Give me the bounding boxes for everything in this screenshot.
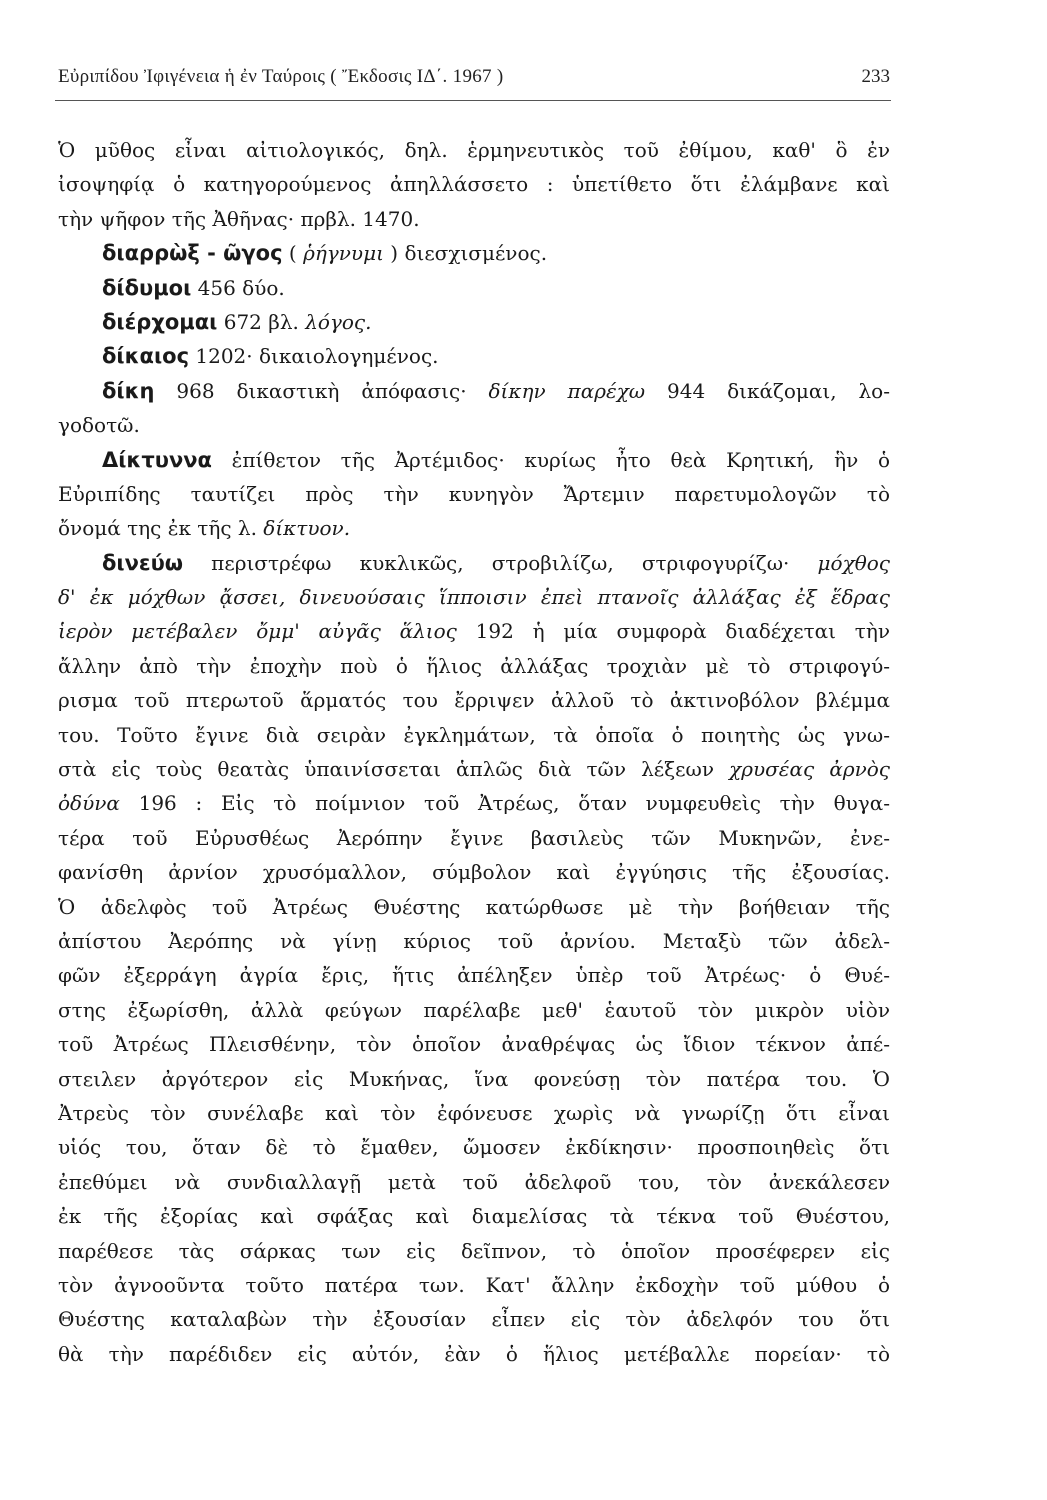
text-line: στης ἐξωρίσθη, ἀλλὰ φεύγων παρέλαβε μεθ' ἑαυτοῦ τὸν μικρὸν υἱὸν [58,997,890,1022]
headword: δινεύω [102,550,184,575]
text-line: τὴν ψῆφον τῆς Ἀθῆνας· πρβλ. 1470. [58,206,420,231]
entry-dineuo: δινεύω περιστρέφω κυκλικῶς, στροβιλίζω, στριφογυρίζω· μόχθος [102,550,890,575]
text-line: ὀδύνα 196 : Εἰς τὸ ποίμνιον τοῦ Ἀτρέως, ὅταν νυμφευθεὶς τὴν θυγα- [58,791,890,816]
entry-dike: δίκη 968 δικαστικὴ ἀπόφασις· δίκην παρέχω 944 δικάζομαι, λο- [102,378,890,403]
header-rule [55,100,891,101]
entry-didymoi: δίδυμοι 456 δύο. [102,275,285,300]
text-line: Εὐριπίδης ταυτίζει πρὸς τὴν κυνηγὸν Ἄρτεμιν παρετυμολογῶν τὸ [58,481,890,506]
entry-dierchomai: διέρχομαι 672 βλ. λόγος. [102,309,372,334]
text-line: του. Τοῦτο ἔγινε διὰ σειρὰν ἐγκλημάτων, τὰ ὁποῖα ὁ ποιητὴς ὡς γνω- [58,722,890,747]
text-line: τὸν ἀγνοοῦντα τοῦτο πατέρα των. Κατ' ἄλλην ἐκδοχὴν τοῦ μύθου ὁ [58,1272,890,1297]
text-line: Ἀτρεὺς τὸν συνέλαβε καὶ τὸν ἐφόνευσε χωρὶς νὰ γνωρίζῃ ὅτι εἶναι [58,1100,890,1125]
text-line: τοῦ Ἀτρέως Πλεισθένην, τὸν ὁποῖον ἀναθρέψας ὡς ἴδιον τέκνον ἀπέ- [58,1032,890,1057]
text-line: παρέθεσε τὰς σάρκας των εἰς δεῖπνον, τὸ ὁποῖον προσέφερεν εἰς [58,1238,890,1263]
quote-line: δ' ἐκ μόχθων ᾄσσει, δινευούσαις ἵπποισιν ἐπεὶ πτανοῖς ἀλλάξας ἐξ ἕδρας [58,585,890,610]
text-line: ρισμα τοῦ πτερωτοῦ ἅρματός του ἔρριψεν ἀλλοῦ τὸ ἀκτινοβόλον βλέμμα [58,688,890,713]
text-line: στειλεν ἀργότερον εἰς Μυκήνας, ἵνα φονεύσῃ τὸν πατέρα του. Ὁ [58,1066,890,1091]
running-title: Εὐριπίδου Ἰφιγένεια ἡ ἐν Ταύροις ( Ἔκδοσις ΙΔ΄. 1967 ) [58,66,504,87]
headword: Δίκτυννα [102,447,212,472]
text-line: φῶν ἐξερράγη ἀγρία ἔρις, ἥτις ἀπέληξεν ὑπὲρ τοῦ Ἀτρέως· ὁ Θυέ- [58,963,890,988]
headword: διαρρὼξ - ῶγος [102,241,283,266]
running-header [58,66,890,96]
text-line: φανίσθη ἀρνίον χρυσόμαλλον, σύμβολον καὶ ἐγγύησις τῆς ἐξουσίας. [58,860,890,885]
text-line: Ὁ ἀδελφὸς τοῦ Ἀτρέως Θυέστης κατώρθωσε μὲ τὴν βοήθειαν τῆς [58,894,890,919]
headword: δίδυμοι [102,275,192,300]
headword: διέρχομαι [102,309,218,334]
text-line: Θυέστης καταλαβὼν τὴν ἐξουσίαν εἶπεν εἰς τὸν ἀδελφόν του ὅτι [58,1307,890,1332]
text-line: ἀπίστου Ἀερόπης νὰ γίνῃ κύριος τοῦ ἀρνίου. Μεταξὺ τῶν ἀδελ- [58,928,890,953]
text-line: ὄνομά της ἐκ τῆς λ. δίκτυον. [58,516,351,541]
text-line: υἱός του, ὅταν δὲ τὸ ἔμαθεν, ὤμοσεν ἐκδίκησιν· προσποιηθεὶς ὅτι [58,1135,890,1160]
entry-dikaios: δίκαιος 1202· δικαιολογημένος. [102,344,439,369]
text-line: στὰ εἰς τοὺς θεατὰς ὑπαινίσσεται ἁπλῶς διὰ τῶν λέξεων χρυσέας ἀρνὸς [58,757,890,782]
text-line: ἐκ τῆς ἐξορίας καὶ σφάξας καὶ διαμελίσας τὰ τέκνα τοῦ Θυέστου, [58,1204,890,1229]
headword: δίκαιος [102,344,190,369]
text-line: ἐπεθύμει νὰ συνδιαλλαγῇ μετὰ τοῦ ἀδελφοῦ του, τὸν ἀνεκάλεσεν [58,1169,890,1194]
page-number: 233 [861,66,890,87]
text-line: Ὁ μῦθος εἶναι αἰτιολογικός, δηλ. ἑρμηνευτικὸς τοῦ ἐθίμου, καθ' ὃ ἐν [58,138,890,162]
headword: δίκη [102,378,155,403]
text-line: ἱερὸν μετέβαλεν ὄμμ' αὐγᾶς ἅλιος 192 ἡ μία συμφορὰ διαδέχεται τὴν [58,619,890,644]
text-line: γοδοτῶ. [58,413,140,438]
text-line: ἰσοψηφίᾳ ὁ κατηγορούμενος ἀπηλλάσσετο : ὑπετίθετο ὅτι ἐλάμβανε καὶ [58,172,890,197]
text-line: ἄλλην ἀπὸ τὴν ἐποχὴν ποὺ ὁ ἥλιος ἀλλάξας τροχιὰν μὲ τὸ στριφογύ- [58,653,890,678]
entry-diarrox: διαρρὼξ - ῶγος ( ῥήγνυμι ) διεσχισμένος. [102,241,548,266]
text-line: τέρα τοῦ Εὐρυσθέως Ἀερόπην ἔγινε βασιλεὺς τῶν Μυκηνῶν, ἐνε- [58,825,890,850]
text-line: θὰ τὴν παρέδιδεν εἰς αὐτόν, ἐὰν ὁ ἥλιος μετέβαλλε πορείαν· τὸ [58,1341,890,1366]
entry-diktynna: Δίκτυννα ἐπίθετον τῆς Ἀρτέμιδος· κυρίως ἦτο θεὰ Κρητική, ἣν ὁ [102,447,890,472]
glossary-text [58,133,890,1371]
